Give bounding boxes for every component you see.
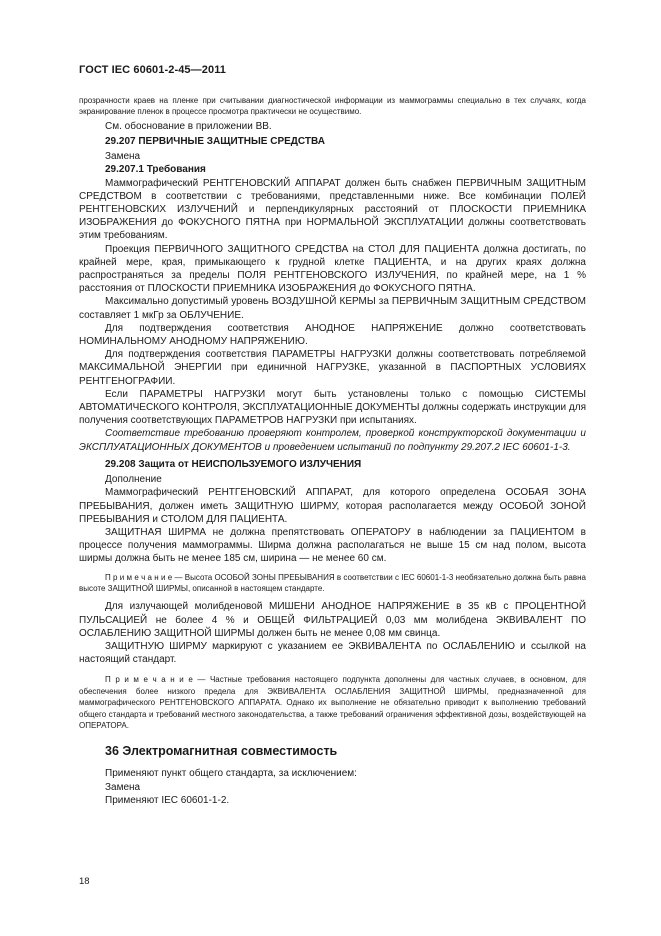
section-heading-29-207: 29.207 ПЕРВИЧНЫЕ ЗАЩИТНЫЕ СРЕДСТВА bbox=[105, 136, 325, 148]
note: П р и м е ч а н и е — Частные требования настоящего подпункта дополнены для частных случаев, в основном, для обеспечения более низкого предела для ЭКВИВАЛЕНТА ОСЛАБЛЕНИЯ ЗАЩИТНОЙ ШИРМЫ, предназначенной для маммографического РЕНТГЕНОВСКОГО АППАРАТА. Однако их выполнение не обязательно приводит к выполнению требований общего стандарта и требований местного законодательства, а также требований ограничения эффективной дозы, воздействующей на ОПЕРАТОРА. bbox=[79, 675, 586, 730]
paragraph: Маммографический РЕНТГЕНОВСКИЙ АППАРАТ должен быть снабжен ПЕРВИЧНЫМ ЗАЩИТНЫМ СРЕДСТВОМ в соответствии с требованиями, представленными ниже. Все комбинации ПОЛЕЙ РЕНТГЕНОВСКИХ ИЗЛУЧЕНИЙ и перпендикулярных расстояний от ПЛОСКОСТИ ПРИЕМНИКА ИЗОБРАЖЕНИЯ до ФОКУСНОГО ПЯТНА при НОРМАЛЬНОЙ ЭКСПЛУАТАЦИИ должны соответствовать этим требованиям. bbox=[79, 177, 586, 242]
paragraph: Проекция ПЕРВИЧНОГО ЗАЩИТНОГО СРЕДСТВА на СТОЛ ДЛЯ ПАЦИЕНТА должна достигать, по крайней мере, края, примыкающего к грудной клетке ПАЦИЕНТА, и на других краях должна распространяться за пределы ПОЛЯ РЕНТГЕНОВСКОГО ИЗЛУЧЕНИЯ, по крайней мере, на 1 % расстояния от ПЛОСКОСТИ ПРИЕМНИКА ИЗОБРАЖЕНИЯ до ФОКУСНОГО ПЯТНА. bbox=[79, 243, 586, 295]
paragraph: Применяют IEC 60601-1-2. bbox=[105, 794, 230, 806]
paragraph: Маммографический РЕНТГЕНОВСКИЙ АППАРАТ, для которого определена ОСОБАЯ ЗОНА ПРЕБЫВАНИЯ, должен иметь ЗАЩИТНУЮ ШИРМУ, которая располагается между ОСОБОЙ ЗОНОЙ ПРЕБЫВАНИЯ и СТОЛОМ ДЛЯ ПАЦИЕНТА. bbox=[79, 487, 586, 525]
section-heading-36: 36 Электромагнитная совместимость bbox=[105, 744, 338, 759]
label-replacement: Замена bbox=[105, 151, 141, 163]
paragraph: Если ПАРАМЕТРЫ НАГРУЗКИ могут быть установлены только с помощью СИСТЕМЫ АВТОМАТИЧЕСКОГО КОНТРОЛЯ, ЭКСПЛУАТАЦИОННЫЕ ДОКУМЕНТЫ должны содержать инструкции для получения соответствующих ПАРАМЕТРОВ НАГРУЗКИ при испытаниях. bbox=[79, 388, 586, 427]
paragraph: Максимально допустимый уровень ВОЗДУШНОЙ КЕРМЫ за ПЕРВИЧНЫМ ЗАЩИТНЫМ СРЕДСТВОМ составляет 1 мкГр за ОБЛУЧЕНИЕ. bbox=[79, 296, 586, 321]
paragraph: Для подтверждения соответствия ПАРАМЕТРЫ НАГРУЗКИ должны соответствовать потребляемой МАКСИМАЛЬНОЙ ЭНЕРГИИ при единичной НАГРУЗКЕ, указанной в ПАСПОРТНЫХ УСЛОВИЯХ РЕНТГЕНОГРАФИИ. bbox=[79, 349, 586, 387]
label-addition: Дополнение bbox=[105, 474, 162, 486]
subsection-heading-29-207-1: 29.207.1 Требования bbox=[105, 164, 206, 176]
document-header: ГОСТ IEC 60601-2-45—2011 bbox=[79, 64, 227, 76]
document-body bbox=[79, 95, 586, 807]
paragraph-continuation: прозрачности краев на пленке при считывании диагностической информации из маммограммы специально в тех случаях, когда экранирование пленок в процессе просмотра практически не осуществимо. bbox=[79, 96, 586, 117]
paragraph: ЗАЩИТНАЯ ШИРМА не должна препятствовать ОПЕРАТОРУ в наблюдении за ПАЦИЕНТОМ в процессе получения маммограммы. Ширма должна располагаться не выше 15 см над полом, высота ширмы должна быть не менее 185 см, ширина — не менее 60 см. bbox=[79, 526, 586, 565]
section-heading-29-208: 29.208 Защита от НЕИСПОЛЬЗУЕМОГО ИЗЛУЧЕНИЯ bbox=[105, 458, 362, 470]
label-replacement: Замена bbox=[105, 781, 141, 793]
paragraph-compliance: Соответствие требованию проверяют контролем, проверкой конструкторской документации и ЭКСПЛУАТАЦИОННЫХ ДОКУМЕНТОВ и проведением испытаний по подпункту 29.207.2 IEC 60601-1-3. bbox=[79, 428, 586, 453]
paragraph-reference: См. обоснование в приложении ВВ. bbox=[105, 120, 272, 132]
note: П р и м е ч а н и е — Высота ОСОБОЙ ЗОНЫ ПРЕБЫВАНИЯ в соответствии с IEC 60601-1-3 необязательно должна быть равна высоте ЗАЩИТНОЙ ШИРМЫ, описанной в настоящем стандарте. bbox=[79, 572, 586, 593]
paragraph: Применяют пункт общего стандарта, за исключением: bbox=[105, 768, 357, 780]
paragraph: Для излучающей молибденовой МИШЕНИ АНОДНОЕ НАПРЯЖЕНИЕ в 35 кВ с ПРОЦЕНТНОЙ ПУЛЬСАЦИЕЙ не более 4 % и ОБЩЕЙ ФИЛЬТРАЦИЕЙ 0,03 мм молибдена ЭКВИВАЛЕНТ ПО ОСЛАБЛЕНИЮ ЗАЩИТНОЙ ШИРМЫ должен быть не менее 0,08 мм свинца. bbox=[79, 601, 586, 639]
paragraph: ЗАЩИТНУЮ ШИРМУ маркируют с указанием ее ЭКВИВАЛЕНТА по ОСЛАБЛЕНИЮ и ссылкой на настоящий стандарт. bbox=[79, 640, 586, 666]
page-number: 18 bbox=[79, 876, 90, 887]
paragraph: Для подтверждения соответствия АНОДНОЕ НАПРЯЖЕНИЕ должно соответствовать НОМИНАЛЬНОМУ АНОДНОМУ НАПРЯЖЕНИЮ. bbox=[79, 322, 586, 348]
